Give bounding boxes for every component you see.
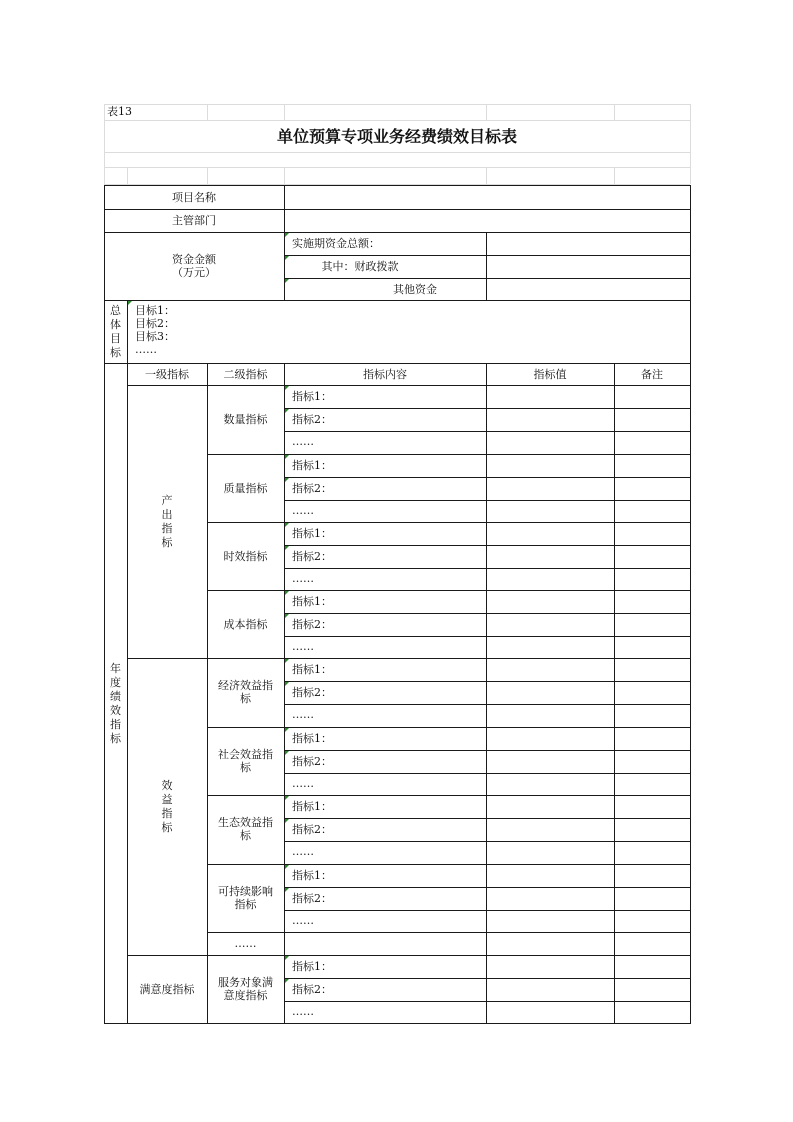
annual-label-char: 年 xyxy=(110,662,121,675)
indicator-remark-cell[interactable] xyxy=(614,658,690,681)
indicator-item[interactable]: 指标1： xyxy=(292,799,332,813)
level2-indicator: 成本指标 xyxy=(223,617,268,631)
indicator-remark-cell[interactable] xyxy=(614,500,690,523)
indicator-remark-cell[interactable] xyxy=(614,568,690,591)
grid-line xyxy=(284,500,690,501)
indicator-item[interactable]: 指标1： xyxy=(292,662,332,676)
cell-comment-marker xyxy=(285,233,289,237)
indicator-remark-cell[interactable] xyxy=(614,864,690,887)
fund-row-label: 其中：财政拨款 xyxy=(321,260,399,273)
cell-comment-marker xyxy=(285,865,289,869)
annual-label-char: 标 xyxy=(110,732,121,745)
fund-row-value[interactable] xyxy=(486,232,690,255)
grid-line xyxy=(104,300,690,301)
indicator-remark-cell[interactable] xyxy=(614,727,690,750)
indicator-remark-cell[interactable] xyxy=(614,681,690,704)
grid-line xyxy=(284,841,690,842)
sheet-label: 表13 xyxy=(107,105,132,118)
cell-comment-marker xyxy=(285,614,289,618)
grid-line xyxy=(284,613,690,614)
indicator-value-cell[interactable] xyxy=(486,887,614,910)
indicator-value-cell[interactable] xyxy=(486,750,614,773)
indicator-item[interactable]: …… xyxy=(292,435,314,449)
grid-line xyxy=(284,255,690,256)
indicator-remark-cell[interactable] xyxy=(614,385,690,408)
grid-line xyxy=(284,1001,690,1002)
annual-indicators-label xyxy=(104,385,127,1023)
overall-goal-label xyxy=(104,300,127,363)
indicator-value-cell[interactable] xyxy=(486,704,614,727)
indicator-value-cell[interactable] xyxy=(486,910,614,933)
indicator-value-cell[interactable] xyxy=(486,545,614,568)
indicator-value-cell[interactable] xyxy=(486,500,614,523)
indicator-value-cell[interactable] xyxy=(486,658,614,681)
level2-indicator: 服务对象满意度指标 xyxy=(218,976,273,1003)
indicator-remark-cell[interactable] xyxy=(614,408,690,431)
grid-line xyxy=(207,522,690,523)
indicator-value-cell[interactable] xyxy=(486,385,614,408)
indicator-more-remark[interactable] xyxy=(614,932,690,955)
cell-comment-marker xyxy=(285,751,289,755)
indicator-remark-cell[interactable] xyxy=(614,955,690,978)
indicator-item[interactable]: 指标1： xyxy=(292,868,332,882)
cell-comment-marker xyxy=(285,956,289,960)
indicator-item[interactable]: …… xyxy=(292,777,314,791)
annual-label-char: 效 xyxy=(110,704,121,717)
cell-comment-marker xyxy=(285,796,289,800)
level2-indicator: 经济效益指标 xyxy=(218,679,273,706)
indicator-more-value[interactable] xyxy=(486,932,614,955)
indicator-value-cell[interactable] xyxy=(486,841,614,864)
indicator-item[interactable]: …… xyxy=(292,914,314,928)
grid-line xyxy=(104,209,690,210)
sheet-gridline xyxy=(284,104,285,120)
indicator-value-cell[interactable] xyxy=(486,408,614,431)
indicator-value-cell[interactable] xyxy=(486,522,614,545)
overall-goal-item: …… xyxy=(135,343,157,356)
level1-benefit: 效 益 指 标 xyxy=(161,778,173,834)
indicator-remark-cell[interactable] xyxy=(614,704,690,727)
indicator-item[interactable]: 指标1： xyxy=(292,731,332,745)
level2-indicator: 社会效益指标 xyxy=(218,748,273,775)
overall-goal-item: 目标2： xyxy=(135,317,175,330)
header-level1: 一级指标 xyxy=(145,367,189,381)
cell-comment-marker xyxy=(285,659,289,663)
indicator-item[interactable]: 指标1： xyxy=(292,526,332,540)
cell-comment-marker xyxy=(285,546,289,550)
indicator-value-cell[interactable] xyxy=(486,454,614,477)
table-border xyxy=(104,185,105,1023)
indicator-item[interactable]: 指标2： xyxy=(292,617,332,631)
grid-line xyxy=(207,590,690,591)
indicator-remark-cell[interactable] xyxy=(614,841,690,864)
cell-comment-marker xyxy=(285,256,289,260)
grid-line xyxy=(284,910,690,911)
sheet-gridline xyxy=(207,104,208,120)
grid-line xyxy=(486,363,487,1023)
indicator-remark-cell[interactable] xyxy=(614,477,690,500)
cell-comment-marker xyxy=(285,523,289,527)
indicator-remark-cell[interactable] xyxy=(614,795,690,818)
overall-goal-char: 目 xyxy=(110,331,121,345)
indicator-item[interactable]: 指标2： xyxy=(292,891,332,905)
header-value: 指标值 xyxy=(533,367,567,381)
header-remark: 备注 xyxy=(641,367,663,381)
grid-line xyxy=(127,300,128,363)
level1-satisfaction: 满意度指标 xyxy=(139,982,195,996)
overall-goal-char: 标 xyxy=(110,345,121,359)
level2-indicator: 质量指标 xyxy=(223,481,268,495)
grid-line xyxy=(127,955,690,956)
indicator-item[interactable]: 指标2： xyxy=(292,822,332,836)
indicator-item[interactable]: 指标1： xyxy=(292,389,332,403)
grid-line xyxy=(284,431,690,432)
header-level2: 二级指标 xyxy=(223,367,268,381)
cell-comment-marker xyxy=(285,591,289,595)
table-border xyxy=(690,185,691,1024)
sheet-gridline xyxy=(284,167,285,184)
fund-row-label: 实施期资金总额： xyxy=(292,237,380,250)
level2-indicator: 数量指标 xyxy=(223,412,268,426)
level2-indicator: 可持续影响指标 xyxy=(218,885,273,912)
grid-line xyxy=(127,385,690,386)
cell-comment-marker xyxy=(285,386,289,390)
sheet-gridline xyxy=(104,152,690,153)
indicator-remark-cell[interactable] xyxy=(614,454,690,477)
indicator-remark-cell[interactable] xyxy=(614,590,690,613)
indicator-item[interactable]: …… xyxy=(292,572,314,586)
grid-line xyxy=(284,978,690,979)
grid-line xyxy=(207,363,208,1023)
header-content: 指标内容 xyxy=(363,367,407,381)
page-title: 单位预算专项业务经费绩效目标表 xyxy=(276,126,517,146)
department-value[interactable] xyxy=(284,209,690,232)
cell-comment-marker xyxy=(285,728,289,732)
overall-goal-content[interactable] xyxy=(135,304,435,360)
overall-goal-item: 目标3： xyxy=(135,330,175,343)
fund-row-label: 其他资金 xyxy=(393,282,437,296)
indicator-value-cell[interactable] xyxy=(486,818,614,841)
grid-line xyxy=(284,681,690,682)
fund-row-value[interactable] xyxy=(486,255,690,278)
grid-line xyxy=(284,773,690,774)
sheet-gridline xyxy=(486,167,487,184)
indicator-item[interactable]: 指标2： xyxy=(292,754,332,768)
grid-line xyxy=(284,704,690,705)
grid-line xyxy=(614,363,615,1023)
indicator-value-cell[interactable] xyxy=(486,727,614,750)
indicator-value-cell[interactable] xyxy=(486,1001,614,1024)
indicator-remark-cell[interactable] xyxy=(614,750,690,773)
cell-comment-marker xyxy=(285,478,289,482)
cell-comment-marker xyxy=(285,409,289,413)
indicator-value-cell[interactable] xyxy=(486,955,614,978)
grid-line xyxy=(284,363,285,1023)
cell-comment-marker xyxy=(285,682,289,686)
indicator-value-cell[interactable] xyxy=(486,978,614,1001)
table-border xyxy=(104,185,691,186)
indicator-remark-cell[interactable] xyxy=(614,910,690,933)
indicator-value-cell[interactable] xyxy=(486,773,614,796)
sheet-gridline xyxy=(486,104,487,120)
sheet-gridline xyxy=(127,167,128,184)
grid-line xyxy=(284,477,690,478)
indicator-value-cell[interactable] xyxy=(486,590,614,613)
grid-line xyxy=(207,795,690,796)
sheet-gridline xyxy=(614,167,615,184)
grid-line xyxy=(207,932,690,933)
indicator-value-cell[interactable] xyxy=(486,636,614,659)
indicator-remark-cell[interactable] xyxy=(614,1001,690,1024)
grid-line xyxy=(104,232,690,233)
funds-label xyxy=(104,232,284,300)
overall-goal-char: 体 xyxy=(110,317,121,331)
sheet-gridline xyxy=(104,104,690,105)
annual-label-char: 指 xyxy=(110,718,121,731)
grid-line xyxy=(284,636,690,637)
cell-comment-marker xyxy=(128,301,132,305)
indicator-item[interactable]: 指标2： xyxy=(292,982,332,996)
indicator-item[interactable]: …… xyxy=(292,1005,314,1019)
grid-line xyxy=(207,454,690,455)
indicator-item[interactable]: 指标1： xyxy=(292,594,332,608)
indicator-remark-cell[interactable] xyxy=(614,431,690,454)
sheet-gridline xyxy=(104,167,690,168)
indicator-more-content[interactable] xyxy=(284,932,486,955)
project-name-label: 项目名称 xyxy=(172,190,216,204)
fund-row-value[interactable] xyxy=(486,278,690,300)
grid-line xyxy=(284,568,690,569)
indicator-item[interactable]: …… xyxy=(292,640,314,654)
grid-line xyxy=(284,408,690,409)
department-label: 主管部门 xyxy=(172,214,216,227)
level2-indicator: 生态效益指标 xyxy=(218,816,273,843)
indicator-value-cell[interactable] xyxy=(486,431,614,454)
cell-comment-marker xyxy=(285,888,289,892)
indicator-remark-cell[interactable] xyxy=(614,978,690,1001)
funds-unit: （万元） xyxy=(172,266,216,279)
grid-line xyxy=(284,185,285,300)
grid-line xyxy=(284,750,690,751)
sheet-gridline xyxy=(614,104,615,120)
grid-line xyxy=(127,363,128,1023)
indicator-remark-cell[interactable] xyxy=(614,636,690,659)
annual-label-char: 度 xyxy=(110,676,121,689)
indicator-item[interactable]: 指标2： xyxy=(292,412,332,426)
sheet-gridline xyxy=(690,104,691,184)
grid-line xyxy=(104,363,690,364)
funds-label-text: 资金金额 xyxy=(172,253,216,266)
indicator-remark-cell[interactable] xyxy=(614,818,690,841)
indicator-remark-cell[interactable] xyxy=(614,773,690,796)
indicator-value-cell[interactable] xyxy=(486,681,614,704)
table-border xyxy=(104,1023,691,1024)
indicator-remark-cell[interactable] xyxy=(614,613,690,636)
grid-line xyxy=(207,864,690,865)
grid-line xyxy=(284,887,690,888)
indicator-item[interactable]: …… xyxy=(292,708,314,722)
overall-goal-char: 总 xyxy=(110,303,121,317)
indicator-item[interactable]: 指标2： xyxy=(292,549,332,563)
indicator-remark-cell[interactable] xyxy=(614,522,690,545)
annual-label-char: 绩 xyxy=(110,690,121,703)
indicator-value-cell[interactable] xyxy=(486,568,614,591)
level2-indicator: 时效指标 xyxy=(223,549,268,563)
grid-line xyxy=(284,278,690,279)
indicator-remark-cell[interactable] xyxy=(614,887,690,910)
indicator-item[interactable]: 指标2： xyxy=(292,481,332,495)
cell-comment-marker xyxy=(285,455,289,459)
grid-line xyxy=(284,545,690,546)
grid-line xyxy=(284,818,690,819)
level1-output: 产 出 指 标 xyxy=(161,493,173,549)
indicator-value-cell[interactable] xyxy=(486,864,614,887)
cell-comment-marker xyxy=(285,979,289,983)
indicator-value-cell[interactable] xyxy=(486,613,614,636)
cell-comment-marker xyxy=(285,279,289,283)
sheet-gridline xyxy=(207,167,208,184)
indicator-item[interactable]: 指标1： xyxy=(292,458,332,472)
grid-line xyxy=(486,232,487,300)
grid-line xyxy=(127,658,690,659)
overall-goal-item: 目标1： xyxy=(135,304,175,317)
level2-more: …… xyxy=(234,937,257,950)
indicator-item[interactable]: 指标1： xyxy=(292,959,332,973)
project-name-value[interactable] xyxy=(284,185,690,209)
indicator-item[interactable]: …… xyxy=(292,504,314,518)
indicator-value-cell[interactable] xyxy=(486,795,614,818)
grid-line xyxy=(207,727,690,728)
indicator-item[interactable]: 指标2： xyxy=(292,685,332,699)
indicator-value-cell[interactable] xyxy=(486,477,614,500)
indicator-remark-cell[interactable] xyxy=(614,545,690,568)
indicator-item[interactable]: …… xyxy=(292,845,314,859)
cell-comment-marker xyxy=(285,819,289,823)
